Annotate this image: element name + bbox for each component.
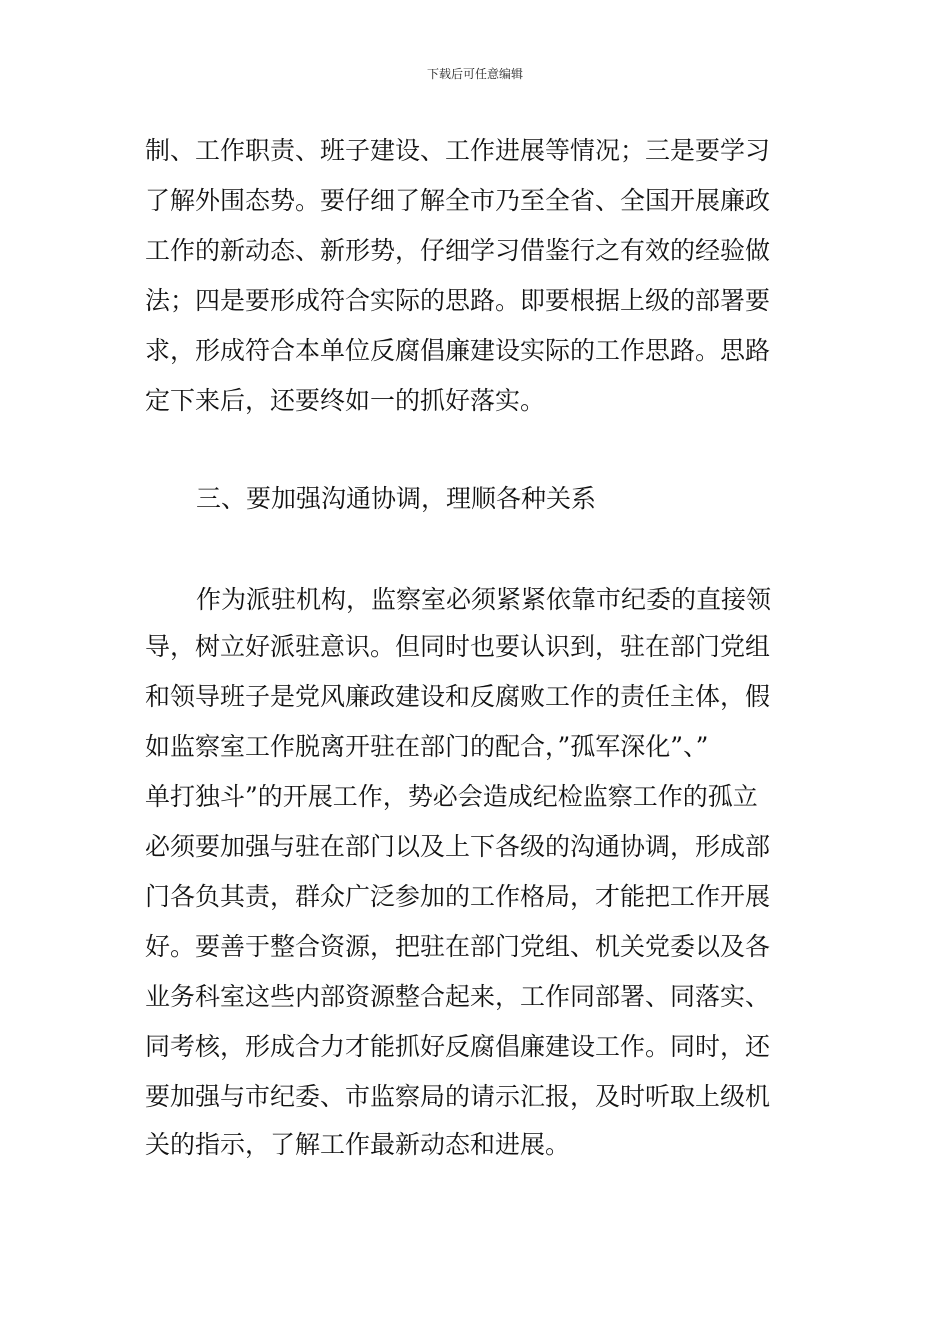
text-line: 作为派驻机构，监察室必须紧紧依靠市纪委的直接领 xyxy=(196,585,772,614)
text-line: 工作的新动态、新形势，仔细学习借鉴行之有效的经验做 xyxy=(145,236,771,265)
text-line: 了解外围态势。要仔细了解全市乃至全省、全国开展廉政 xyxy=(145,186,771,215)
text-line: 法；四是要形成符合实际的思路。即要根据上级的部署要 xyxy=(145,286,771,315)
text-line: 制、工作职责、班子建设、工作进展等情况；三是要学习 xyxy=(145,136,771,165)
text-line: 必须要加强与驻在部门以及上下各级的沟通协调，形成部 xyxy=(145,832,771,861)
text-line: 求，形成符合本单位反腐倡廉建设实际的工作思路。思路 xyxy=(145,336,771,365)
page-header: 下载后可任意编辑 xyxy=(426,67,523,81)
text-line: 和领导班子是党风廉政建设和反腐败工作的责任主体，假 xyxy=(145,682,771,711)
text-line: 好。要善于整合资源，把驻在部门党组、机关党委以及各 xyxy=(145,932,771,961)
text-line: 单打独斗”的开展工作，势必会造成纪检监察工作的孤立 xyxy=(145,782,758,811)
text-line: 业务科室这些内部资源整合起来，工作同部署、同落实、 xyxy=(145,982,771,1011)
text-line: 定下来后，还要终如一的抓好落实。 xyxy=(145,386,546,415)
text-line: 关的指示，了解工作最新动态和进展。 xyxy=(145,1130,571,1159)
text-line: 同考核，形成合力才能抓好反腐倡廉建设工作。同时，还 xyxy=(145,1032,771,1061)
text-line: 要加强与市纪委、市监察局的请示汇报，及时听取上级机 xyxy=(145,1082,771,1111)
text-line: 三、要加强沟通协调，理顺各种关系 xyxy=(196,484,597,513)
text-line: 导，树立好派驻意识。但同时也要认识到，驻在部门党组 xyxy=(145,632,771,661)
text-line: 如监察室工作脱离开驻在部门的配合，”孤军深化”、” xyxy=(145,732,709,761)
text-line: 门各负其责，群众广泛参加的工作格局，才能把工作开展 xyxy=(145,882,771,911)
